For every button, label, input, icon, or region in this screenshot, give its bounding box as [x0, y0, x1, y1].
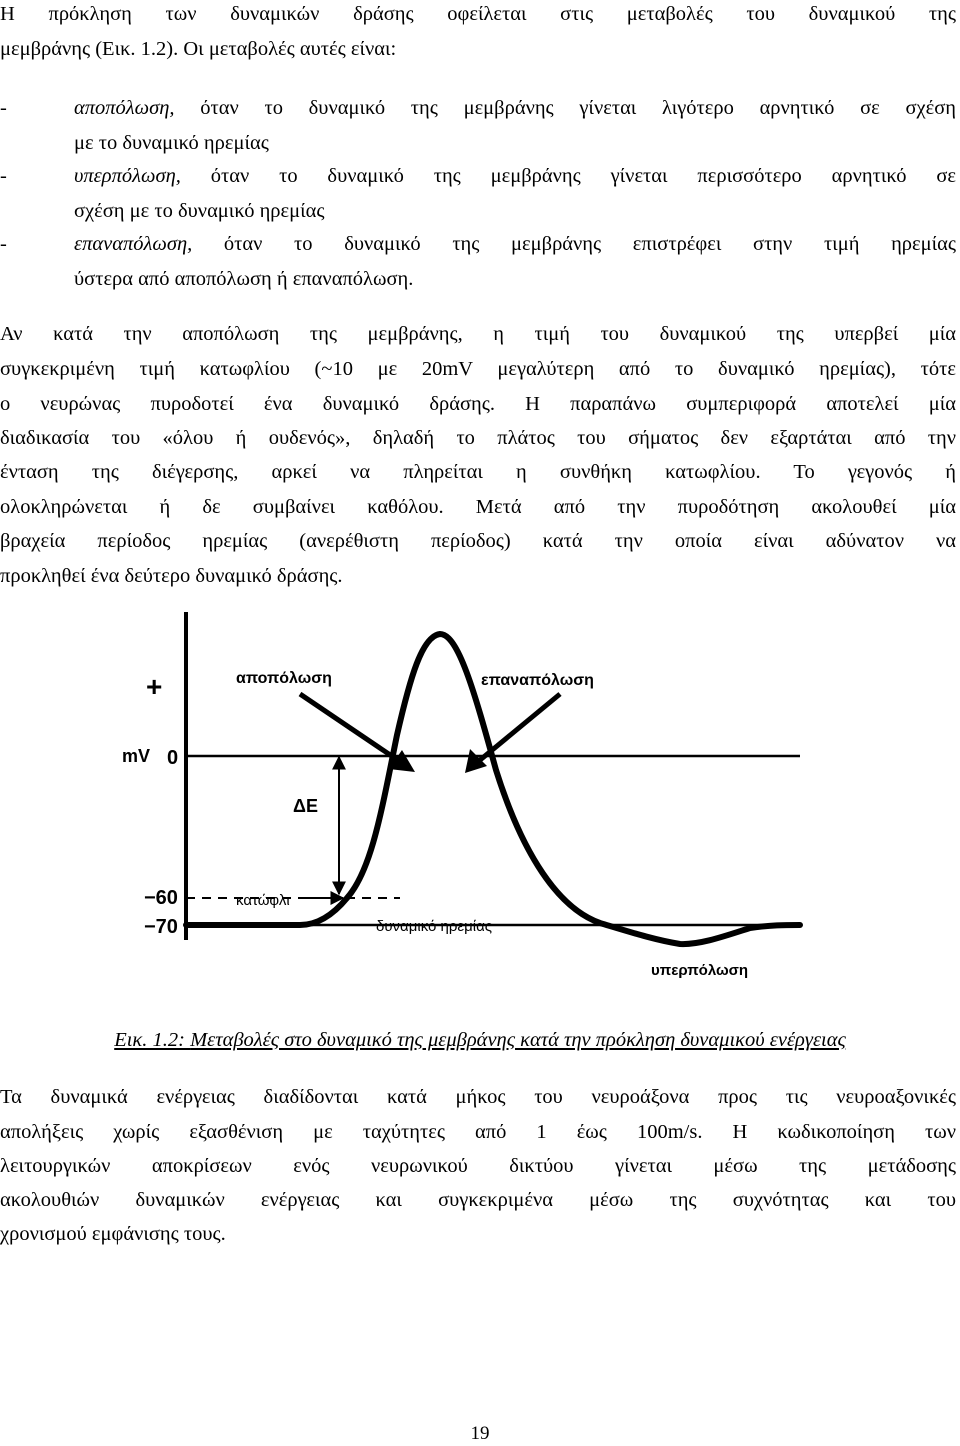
page-number: 19 [470, 1423, 490, 1444]
repolarization-label: επαναπόλωση [481, 672, 594, 689]
term-hyperpolarization: υπερπόλωση, [74, 165, 181, 187]
para1-line-2: συγκεκριμένη τιμή κατωφλίου (~10 με 20mV μεγαλύτερη από το δυναμικό ηρεμίας), τότε [0, 358, 956, 380]
repolarization-arrow-head [465, 749, 487, 773]
list-item-3-line-1 [74, 231, 956, 257]
caption-prefix: Εικ. 1.2: [114, 1029, 191, 1051]
delta-e-label: ΔE [293, 796, 318, 816]
list-dash-3: - [0, 233, 7, 255]
term-repolarization: επαναπόλωση, [74, 233, 193, 255]
para2-line-3: λειτουργικών αποκρίσεων ενός νευρωνικού δικτύου γίνεται μέσω της μετάδοσης [0, 1155, 956, 1177]
list-item-2-line-1 [74, 163, 956, 189]
list-dash-1: - [0, 97, 7, 119]
list-item-2-text: όταν το δυναμικό της μεμβράνης γίνεται περισσότερο αρνητικό σε [180, 165, 956, 187]
list-dash-2: - [0, 165, 7, 187]
para1-line-4: διαδικασία του «όλου ή ουδενός», δηλαδή το πλάτος του σήματος δεν εξαρτάται από την [0, 427, 956, 449]
para1-line-6: ολοκληρώνεται ή δε συμβαίνει καθόλου. Μετά από την πυροδότηση ακολουθεί μία [0, 496, 956, 518]
figure-caption [0, 1027, 960, 1053]
para2-line-5: χρονισμού εμφάνισης τους. [0, 1223, 226, 1245]
caption-text: Μεταβολές στο δυναμικό της μεμβράνης κατά την πρόκληση δυναμικού ενέργειας [190, 1029, 846, 1051]
term-depolarization: αποπόλωση, [74, 97, 175, 119]
list-item-1-line-1 [74, 95, 956, 121]
list-item-1-line-2: με το δυναμικό ηρεμίας [74, 132, 269, 154]
unit-label: mV [122, 746, 151, 766]
resting-potential-label: δυναμικό ηρεμίας [376, 918, 492, 935]
plus-label: + [146, 671, 163, 702]
intro-line-1: Η πρόκληση των δυναμικών δράσης οφείλεται στις μεταβολές του δυναμικού της [0, 3, 956, 25]
minus70-label: −70 [144, 916, 178, 938]
para1-line-8: προκληθεί ένα δεύτερο δυναμικό δράσης. [0, 565, 343, 587]
para2-line-1: Τα δυναμικά ενέργειας διαδίδονται κατά μήκος του νευροάξονα προς τις νευροαξονικές [0, 1086, 956, 1108]
para1-line-5: ένταση της διέγερσης, αρκεί να πληρείται η συνθήκη κατωφλίου. Το γεγονός ή [0, 461, 956, 483]
zero-label: 0 [167, 747, 179, 769]
para1-line-7: βραχεία περίοδος ηρεμίας (ανερέθιστη περίοδος) κατά την οποία είναι αδύνατον να [0, 530, 956, 552]
list-item-3-line-2: ύστερα από αποπόλωση ή επαναπόλωση. [74, 268, 414, 290]
action-potential-figure [0, 600, 960, 1000]
para1-line-1: Αν κατά την αποπόλωση της μεμβράνης, η τιμή του δυναμικού της υπερβεί μία [0, 323, 956, 345]
depolarization-arrow-shaft [300, 694, 405, 765]
para1-line-3: ο νευρώνας πυροδοτεί ένα δυναμικό δράσης. Η παραπάνω συμπεριφορά αποτελεί μία [0, 393, 956, 415]
threshold-label: κατώφλι [236, 892, 290, 909]
list-item-1-text: όταν το δυναμικό της μεμβράνης γίνεται λιγότερο αρνητικό σε σχέση [174, 97, 956, 119]
intro-line-2: μεμβράνης (Εικ. 1.2). Οι μεταβολές αυτές είναι: [0, 38, 397, 60]
list-item-2-line-2: σχέση με το δυναμικό ηρεμίας [74, 200, 325, 222]
para2-line-2: απολήξεις χωρίς εξασθένιση με ταχύτητες από 1 έως 100m/s. Η κωδικοποίηση των [0, 1121, 956, 1143]
depolarization-label: αποπόλωση [236, 670, 332, 687]
hyperpolarization-label: υπερπόλωση [651, 962, 749, 979]
list-item-3-text: όταν το δυναμικό της μεμβράνης επιστρέφει στην τιμή ηρεμίας [192, 233, 956, 255]
para2-line-4: ακολουθιών δυναμικών ενέργειας και συγκεκριμένα μέσω της συχνότητας και του [0, 1189, 956, 1211]
minus60-label: −60 [144, 887, 178, 909]
